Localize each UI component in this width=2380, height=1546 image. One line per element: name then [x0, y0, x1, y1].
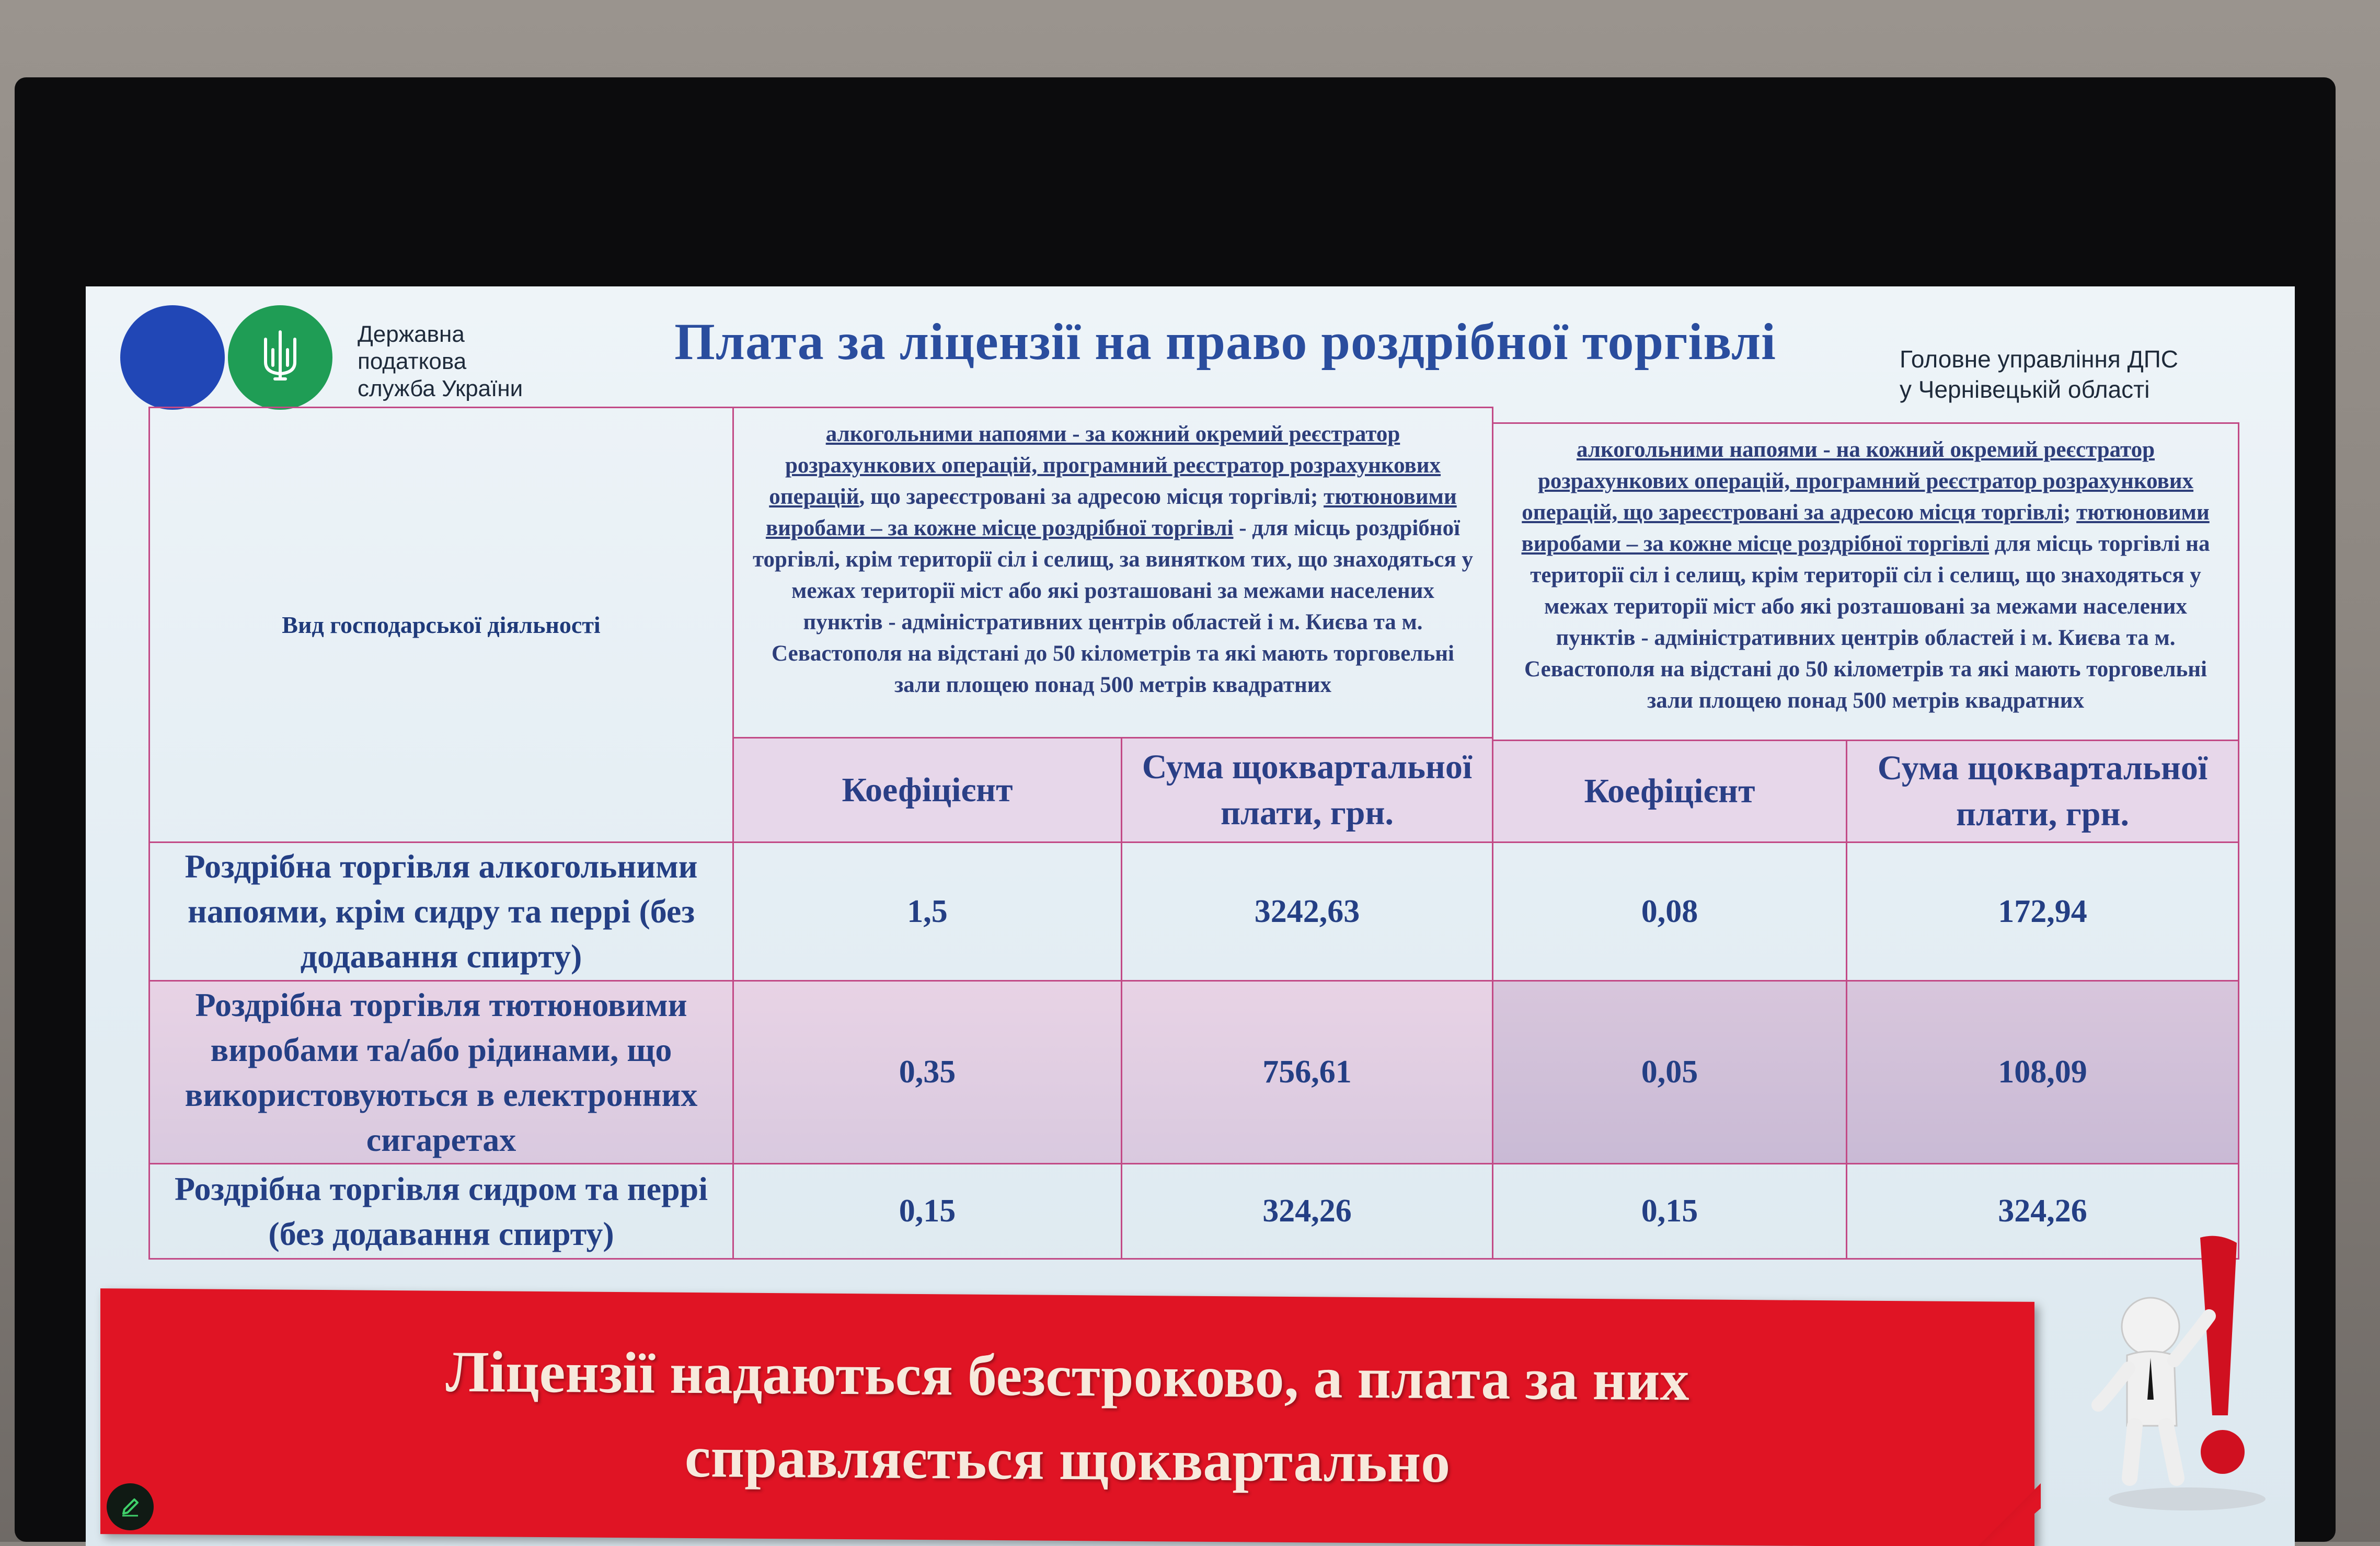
table-cell — [732, 841, 1122, 982]
row-label-text: Роздрібна торгівля алкогольними напоями, крім сидру та перрі (без додавання спирту) — [185, 848, 698, 975]
org-name-line: служба України — [358, 376, 523, 401]
org-name-line: податкова — [358, 349, 467, 374]
table-cell — [1492, 841, 1847, 982]
cell-value: 324,26 — [1998, 1193, 2087, 1229]
condition-text: ; — [2063, 500, 2077, 525]
table-cell — [1121, 980, 1493, 1164]
condition-text: , що зареєстровані за адресою місця торгівлі; — [859, 484, 1324, 509]
table-cell — [1121, 841, 1493, 982]
cell-value: 0,08 — [1641, 893, 1698, 929]
row-label-text: Роздрібна торгівля сидром та перрі (без додавання спирту) — [174, 1170, 708, 1252]
presentation-slide — [86, 286, 2295, 1546]
col-coef-2 — [1492, 740, 1847, 843]
license-fee-table — [148, 407, 2239, 1253]
cell-value: 0,15 — [899, 1193, 956, 1229]
condition-underlined: алкогольними напоями - на кожний окремий реєстратор розрахункових операцій, програмний реєстратор розрахункових операцій, що зареєстровані за адресою місця торгівлі — [1522, 437, 2194, 525]
logo-blue-circle — [120, 305, 225, 410]
info-banner — [100, 1288, 2034, 1546]
cell-value: 172,94 — [1998, 893, 2087, 929]
edit-pencil-button[interactable] — [107, 1483, 154, 1530]
condition-underlined: алкогольними напоями - за кожний окремий реєстратор розрахункових операцій, програмний реєстратор розрахункових операцій — [769, 422, 1441, 509]
col-sum-1 — [1121, 737, 1493, 843]
activity-header — [148, 407, 734, 843]
cell-value: 756,61 — [1262, 1054, 1352, 1090]
org-name — [358, 321, 608, 402]
group1-condition — [732, 407, 1493, 739]
cell-value: 0,15 — [1641, 1193, 1698, 1229]
row-label-text: Роздрібна торгівля тютюновими виробами та/або рідинами, що використовуються в електронних сигаретах — [185, 986, 698, 1158]
table-row-label — [148, 1163, 734, 1260]
activity-header-label: Вид господарської діяльності — [282, 612, 601, 638]
cell-value: 3242,63 — [1254, 893, 1360, 929]
table-cell — [1121, 1163, 1493, 1260]
monitor-frame — [15, 77, 2336, 1542]
department-line: у Чернівецькій області — [1900, 376, 2150, 403]
col-sum-label: Сума щоквартальної плати, грн. — [1877, 749, 2208, 833]
condition-underlined: тютюновими виробами – за кожне місце роздрібної торгівлі — [1521, 500, 2210, 556]
cell-value: 0,05 — [1641, 1054, 1698, 1090]
condition-text: для місць торгівлі на території сіл і селищ, крім території сіл і селищ, що знаходяться у межах території міст або які розташовані за межами населених пунктів - адміністративних центрів областей і м. Києва та м. Севастополя на відстані до 50 кілометрів та які мають торговельні зали площею понад 500 метрів квадратних — [1524, 532, 2210, 713]
group2-condition — [1492, 422, 2239, 741]
banner-line: справляється щоквартально — [684, 1424, 1451, 1495]
group1-condition-text — [750, 419, 1476, 701]
col-coef-label: Коефіцієнт — [842, 770, 1013, 809]
exclamation-figure-icon — [2088, 1227, 2286, 1520]
table-row-label — [148, 841, 734, 982]
cell-value: 324,26 — [1262, 1193, 1352, 1229]
table-cell — [732, 1163, 1122, 1260]
department-name — [1900, 344, 2276, 405]
table-cell — [1846, 980, 2239, 1164]
table-cell — [1846, 841, 2239, 982]
col-coef-label: Коефіцієнт — [1584, 772, 1755, 810]
department-line: Головне управління ДПС — [1900, 345, 2178, 373]
table-row-label — [148, 980, 734, 1164]
cell-value: 0,35 — [899, 1054, 956, 1090]
col-coef-1 — [732, 737, 1122, 843]
group2-condition-text — [1509, 434, 2222, 717]
org-name-line: Державна — [358, 321, 465, 347]
condition-underlined: тютюновими виробами – за кожне місце роздрібної торгівлі — [765, 484, 1457, 540]
condition-text: - для місць роздрібної торгівлі, крім території сіл і селищ, за винятком тих, що знаходяться у межах території міст або які розташовані за межами населених пунктів - адміністративних центрів областей і м. Києва та м. Севастополя на відстані до 50 кілометрів та які мають торговельні зали площею понад 500 метрів квадратних — [752, 516, 1474, 697]
table-cell — [1492, 980, 1847, 1164]
logo-green-circle — [228, 305, 332, 410]
slide-title: Плата за ліцензії на право роздрібної торгівлі — [674, 313, 1776, 371]
cell-value: 108,09 — [1998, 1054, 2087, 1090]
table-cell — [1492, 1163, 1847, 1260]
cell-value: 1,5 — [907, 893, 948, 929]
col-sum-2 — [1846, 740, 2239, 843]
banner-line: Ліцензії надаються безстроково, а плата за них — [445, 1339, 1689, 1413]
edit-pencil-icon — [117, 1494, 143, 1520]
trident-icon — [258, 329, 302, 386]
col-sum-label: Сума щоквартальної плати, грн. — [1142, 747, 1473, 832]
table-cell — [732, 980, 1122, 1164]
